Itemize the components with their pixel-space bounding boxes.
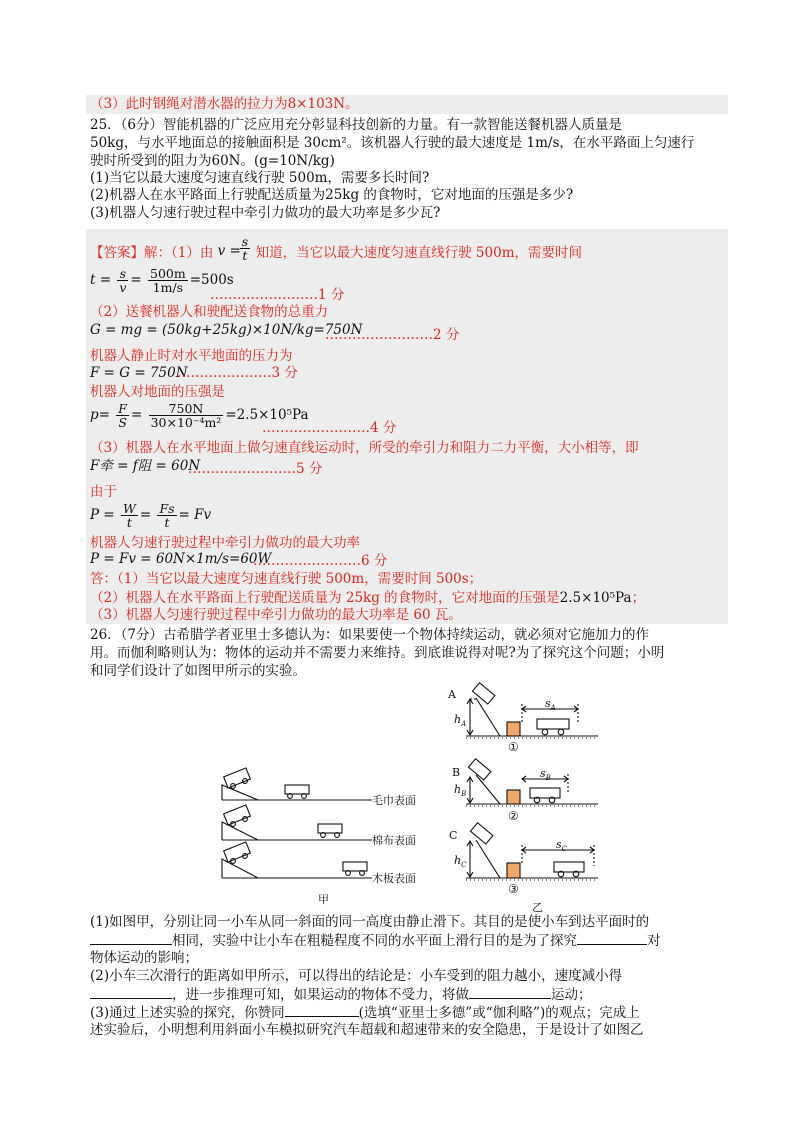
answer-intro: 解：（1）由 — [144, 245, 214, 261]
f-formula: F = G = 750N — [90, 365, 188, 381]
q25-line-4: (1)当它以最大速度匀速直线行驶 500m，需要多长时间? — [90, 170, 430, 186]
q25-line-2: 50kg，与水平地面总的接触面积是 30cm²。该机器人行驶的最大速度是 1m/s，在水平路面上匀速行 — [90, 135, 695, 151]
h-b-label: $h_B$ — [454, 783, 467, 799]
blank-5[interactable] — [285, 1004, 359, 1017]
blank-1[interactable] — [90, 932, 172, 945]
q26-p1-line-1: (1)如图甲，分别让同一小车从同一斜面的同一高度由静止滑下。其目的是使小车到达平面时的 — [90, 914, 650, 930]
label-c: C — [449, 829, 458, 842]
score-1: ……………………1 分 — [210, 287, 345, 303]
summary-2: （2）机器人在水平路面上行驶配送质量为 25kg 的食物时，它对地面的压强是2.5×10⁵Pa； — [90, 590, 646, 606]
panel-num-3: ③ — [508, 882, 519, 896]
q26-p1-line-2: 相同，实验中让小车在粗糙程度不同的水平面上滑行目的是为了探究 对 — [90, 932, 661, 950]
s-c-label: $s_C$ — [556, 838, 568, 854]
answer-line-3: 机器人静止时对水平地面的压力为 — [90, 348, 293, 364]
answer-line-4: 机器人对地面的压强是 — [90, 384, 225, 400]
score-5: ……………………5 分 — [188, 461, 323, 477]
q26-line-1: 26．（7分）古希腊学者亚里士多德认为：如果要使一个物体持续运动，就必须对它施加力的作 — [90, 627, 650, 643]
q26-line-3: 和同学们设计了如图甲所示的实验。 — [90, 663, 306, 679]
q25-line-3: 驶时所受到的阻力为60N。(g=10N/kg) — [90, 153, 335, 169]
score-2: ……………………2 分 — [325, 327, 460, 343]
panel-num-2: ② — [508, 809, 519, 823]
summary-3: （3）机器人匀速行驶过程中牵引力做功的最大功率是 60 瓦。 — [90, 607, 462, 623]
pmax-formula: P = Fv = 60N×1m/s=60W — [90, 551, 272, 567]
g-formula: G = mg = (50kg+25kg)×10N/kg=750N — [90, 322, 363, 338]
q26-p1-line-3: 物体运动的影响； — [90, 950, 198, 966]
q26-p2-line-1: (2)小车三次滑行的距离如甲所示，可以得出的结论是：小车受到的阻力越小，速度减小得 — [90, 968, 623, 984]
label-b: B — [452, 766, 461, 779]
surface-label-wood: 木板表面 — [372, 872, 416, 885]
s-b-label: $s_B$ — [540, 767, 551, 783]
q26-p3-line-1: (3)通过上述实验的探究，你赞同 (选填“亚里士多德”或“伽利略”)的观点；完成上 — [90, 1005, 640, 1021]
q25-line-5: (2)机器人在水平路面上行驶配送质量为25kg 的食物时，它对地面的压强是多少? — [90, 187, 574, 203]
blank-2[interactable] — [577, 932, 647, 945]
answer-line-2: （2）送餐机器人和驶配送食物的总重力 — [90, 304, 329, 320]
q26-p2-line-2: ，进一步推理可知，如果运动的物体不受力，将做 运动； — [90, 986, 592, 1004]
answer-line-5: （3）机器人在水平地面上做匀速直线运动时，所受的牵引力和阻力二力平衡，大小相等，即 — [90, 440, 639, 456]
power-formula: P = $\frac{W}{t}$ = $\frac{Fs}{t}$ = Fv — [90, 501, 212, 530]
panel-num-1: ① — [508, 740, 519, 754]
h-a-label: $h_A$ — [454, 713, 467, 729]
h-c-label: $h_C$ — [454, 854, 467, 870]
t-formula: t = $\frac{s}{v}$ = $\frac{500m}{1m/s}$ =500s — [90, 266, 234, 295]
blank-4[interactable] — [469, 986, 551, 999]
score-6: ……………………6 分 — [253, 553, 388, 569]
q26-line-2: 用。而伽利略则认为：物体的运动并不需要力来维持。到底谁说得对呢?为了探究这个问题；小明 — [90, 645, 665, 661]
surface-label-towel: 毛巾表面 — [372, 794, 416, 807]
score-3: …………………3 分 — [177, 365, 298, 381]
p-formula: p= $\frac{F}{S}$ = $\frac{750N}{\text{30×10⁻⁴m²}}$ =2.5×10⁵Pa — [90, 401, 309, 430]
figure-yi-caption: 乙 — [532, 901, 543, 914]
answer-intro-2: 知道，当它以最大速度匀速直线行驶 500m，需要时间 — [255, 245, 582, 261]
q26-p3-line-2: 述实验后，小明想利用斜面小车模拟研究汽车超载和超速带来的安全隐患，于是设计了如图乙 — [90, 1022, 644, 1038]
figure-jia-caption: 甲 — [318, 893, 329, 906]
s-a-label: $s_A$ — [545, 697, 556, 713]
f-traction-formula: F牵 = f阻 = 60N — [90, 458, 201, 474]
answer-tag: 【答案】 — [90, 245, 144, 261]
score-4: ……………………4 分 — [262, 420, 397, 436]
label-a: A — [448, 688, 456, 701]
answer-line-6: 由于 — [90, 484, 117, 500]
summary-1: 答：（1）当它以最大速度匀速直线行驶 500m，需要时间 500s； — [90, 571, 483, 587]
q25-line-6: (3)机器人匀速行驶过程中牵引力做功的最大功率是多少瓦? — [90, 205, 441, 221]
q24-answer-line: （3）此时钢绳对潜水器的拉力为8×103N。 — [90, 96, 359, 112]
answer-line-7: 机器人匀速行驶过程中牵引力做功的最大功率 — [90, 535, 360, 551]
q25-line-1: 25．（6分）智能机器的广泛应用充分彰显科技创新的力量。有一款智能送餐机器人质量是 — [90, 117, 623, 133]
surface-label-cotton: 棉布表面 — [372, 834, 416, 847]
blank-3[interactable] — [90, 986, 172, 999]
answer-line-1: 【答案】解：（1）由 v = $\frac{s}{t}$ 知道，当它以最大速度匀速直线行驶 500m，需要时间 — [90, 234, 582, 263]
